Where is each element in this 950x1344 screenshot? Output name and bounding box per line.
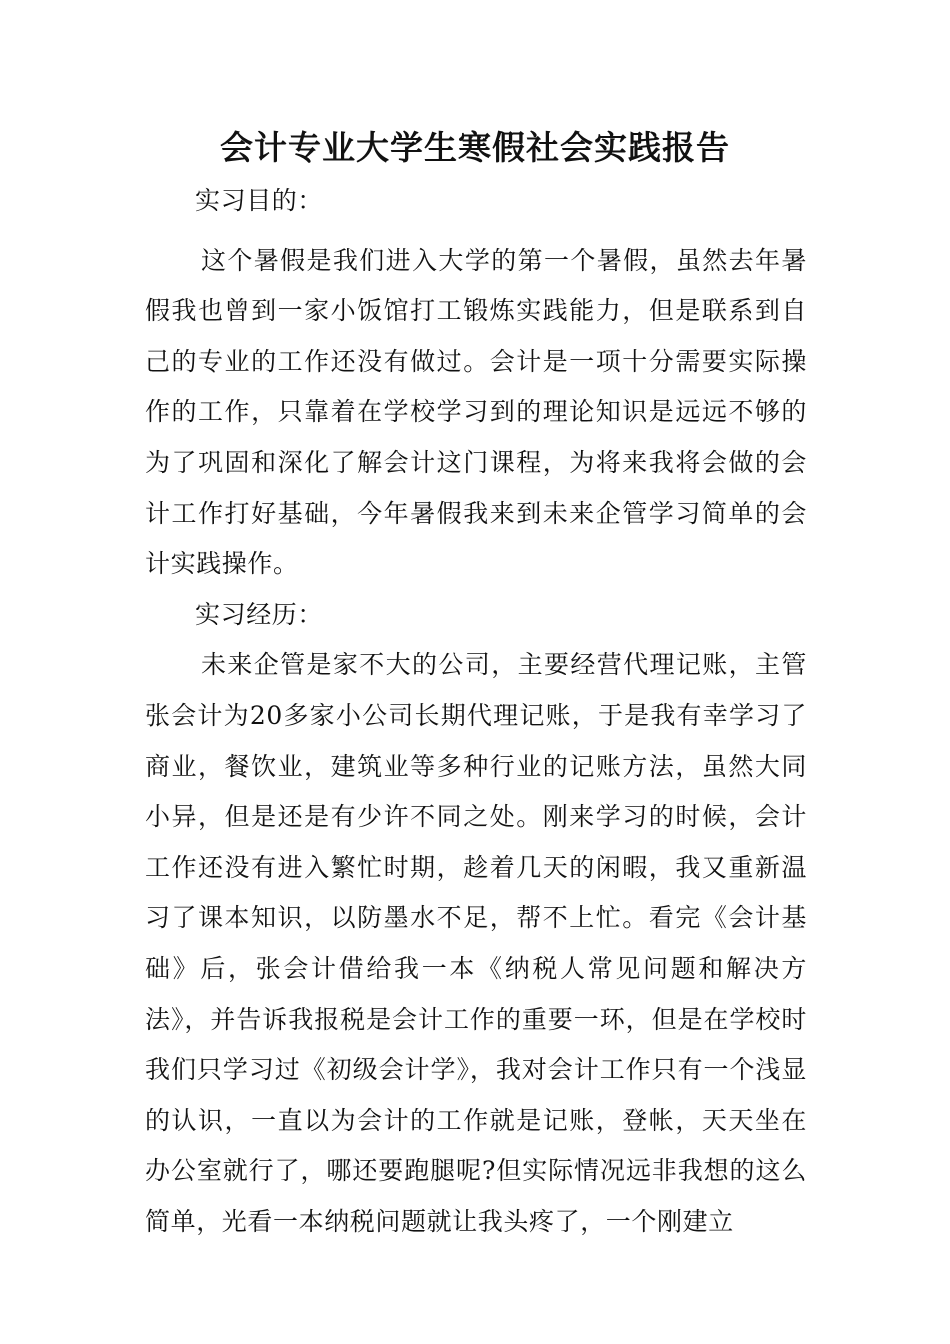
section-paragraph-purpose: 这个暑假是我们进入大学的第一个暑假，虽然去年暑假我也曾到一家小饭馆打工锻炼实践能力，但是联系到自己的专业的工作还没有做过。会计是一项十分需要实际操作的工作，只靠着在学校学习到的理论知识是远远不够的为了巩固和深化了解会计这门课程，为将来我将会做的会计工作打好基础，今年暑假我来到未来企管学习简单的会计实践操作。 bbox=[145, 245, 807, 579]
section-heading-purpose: 实习目的： bbox=[195, 186, 324, 215]
document-body bbox=[145, 176, 807, 1247]
document-title: 会计专业大学生寒假社会实践报告 bbox=[220, 128, 730, 167]
section-heading-experience: 实习经历： bbox=[195, 599, 324, 629]
section-paragraph-experience: 未来企管是家不大的公司，主要经营代理记账，主管张会计为20多家小公司长期代理记账，于是我有幸学习了商业，餐饮业，建筑业等多种行业的记账方法，虽然大同小异，但是还是有少许不同之处。刚来学习的时候，会计工作还没有进入繁忙时期，趁着几天的闲暇，我又重新温习了课本知识，以防墨水不足，帮不上忙。看完《会计基础》后，张会计借给我一本《纳税人常见问题和解决方法》，并告诉我报税是会计工作的重要一环，但是在学校时我们只学习过《初级会计学》，我对会计工作只有一个浅显的认识，一直以为会计的工作就是记账，登帐，天天坐在办公室就行了，哪还要跑腿呢?但实际情况远非我想的这么简单，光看一本纳税问题就让我头疼了，一个刚建立 bbox=[145, 650, 807, 1236]
